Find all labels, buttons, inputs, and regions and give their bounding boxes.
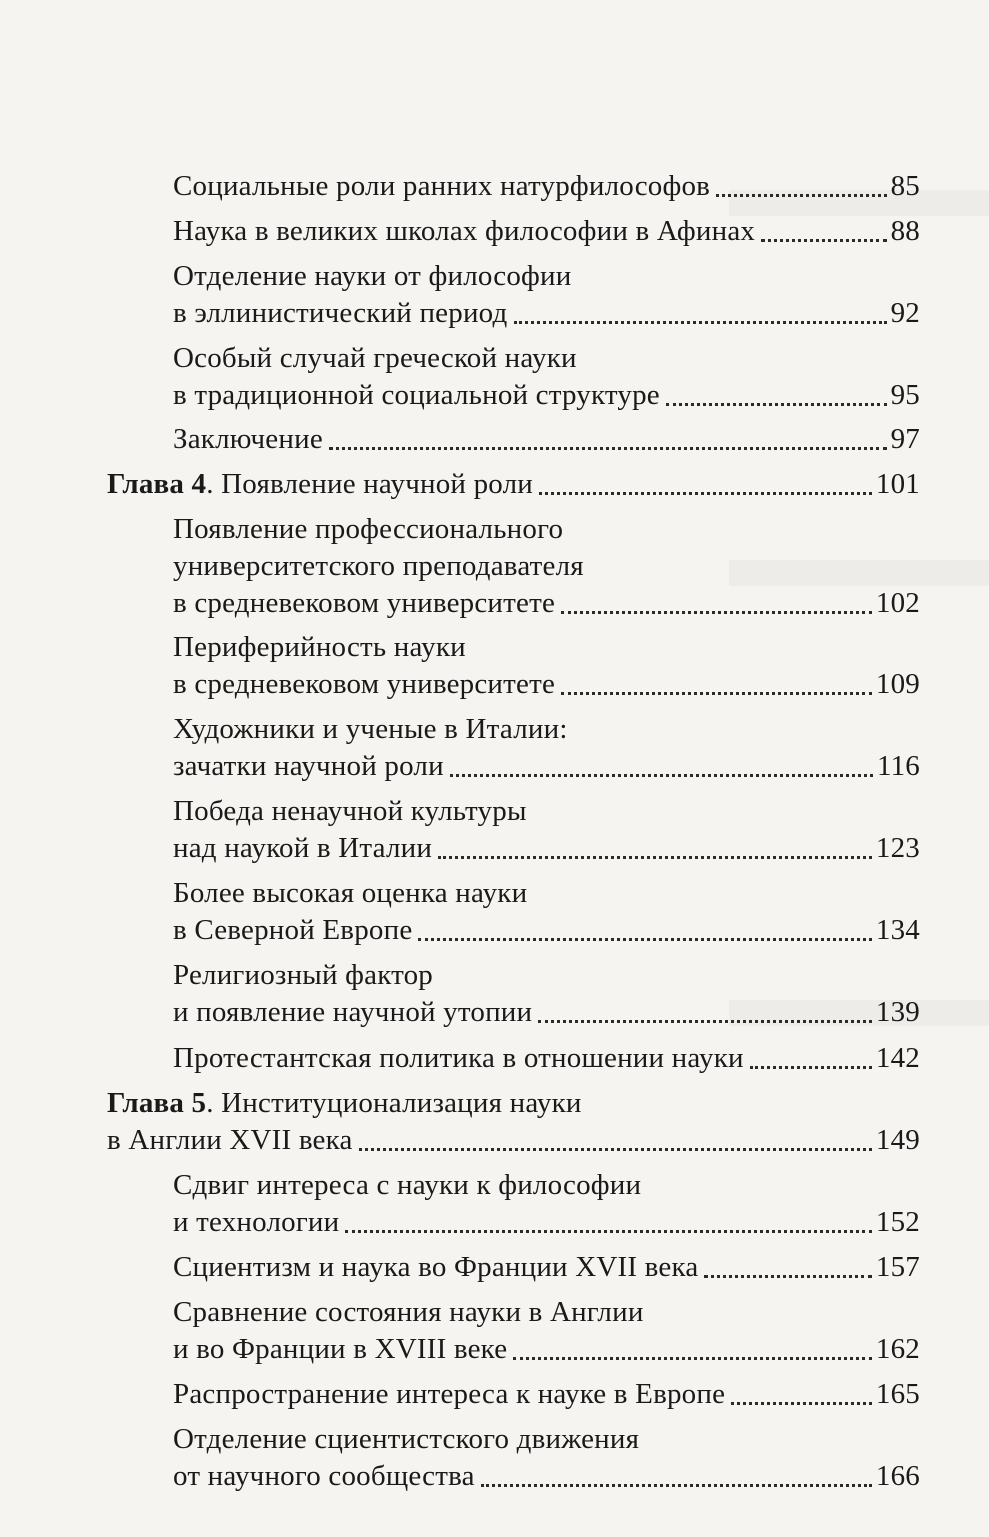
toc-entry-last-line [107, 1122, 920, 1159]
toc-entry-last-line [173, 1331, 920, 1368]
toc-entry-title [107, 466, 533, 503]
dot-leader [345, 1229, 872, 1233]
page-number: 157 [875, 1251, 920, 1283]
toc-section-entry [173, 1421, 920, 1495]
toc-entry-last-line [173, 994, 920, 1031]
toc-entry-title [173, 421, 323, 458]
toc-entry-last-line [173, 666, 920, 703]
toc-entry-last-line [173, 295, 920, 332]
dot-leader [666, 402, 887, 406]
toc-section-entry [173, 711, 920, 785]
toc-entry-text: в Англии XVII века [107, 1124, 353, 1156]
toc-entry-title [173, 1040, 744, 1077]
dot-leader [329, 446, 887, 450]
toc-entry-text: Социальные роли ранних натурфилософов [173, 170, 711, 202]
toc-entry-text: Заключение [173, 423, 323, 455]
toc-entry-text: зачатки научной роли [173, 750, 444, 782]
dot-leader [561, 691, 872, 695]
toc-entry-text: Протестантская политика в отношении науки [173, 1042, 744, 1074]
toc-entry-text: Отделение сциентистского движения [173, 1423, 640, 1455]
toc-section-entry [173, 340, 920, 414]
dot-leader [761, 238, 886, 242]
page-number: 101 [875, 468, 920, 500]
page-number: 139 [875, 996, 920, 1028]
toc-entry-last-line [173, 1376, 920, 1413]
toc-section-entry [173, 421, 920, 458]
toc-chapter-entry [107, 1085, 920, 1159]
toc-entry-text: Победа ненаучной культуры [173, 795, 527, 827]
toc-entry-last-line [173, 1458, 920, 1495]
toc-entry-title [173, 1249, 698, 1286]
toc-entry-text: Появление профессионального [173, 513, 564, 545]
toc-entry-title [173, 1376, 725, 1413]
dot-leader [514, 320, 887, 324]
toc-entry-text: Художники и ученые в Италии: [173, 713, 568, 745]
dot-leader [481, 1483, 872, 1487]
toc-entry-text: Отделение науки от философии [173, 260, 572, 292]
toc-section-entry [173, 1376, 920, 1413]
dot-leader [750, 1065, 872, 1069]
toc-entry-title [173, 585, 555, 622]
toc-entry-line [173, 1421, 920, 1458]
toc-entry-line [173, 957, 920, 994]
page-number: 116 [876, 750, 920, 782]
page-number: 142 [875, 1042, 920, 1074]
toc-entry-text: . Появление научной роли [206, 468, 534, 500]
dot-leader [513, 1356, 872, 1360]
toc-entry-text: Особый случай греческой науки [173, 342, 577, 374]
toc-entry-last-line [173, 748, 920, 785]
dot-leader [418, 937, 871, 941]
toc-entry-title [173, 295, 508, 332]
page-number: 166 [875, 1460, 920, 1492]
toc-entry-last-line [173, 421, 920, 458]
toc-entry-text: Религиозный фактор [173, 959, 434, 991]
toc-entry-last-line [173, 168, 920, 205]
toc-entry-last-line [173, 213, 920, 250]
page-number: 95 [890, 379, 920, 411]
toc-entry-line [173, 1294, 920, 1331]
toc-section-entry [173, 213, 920, 250]
toc-entry-text: Сциентизм и наука во Франции XVII века [173, 1251, 699, 1283]
toc-entry-text: в традиционной социальной структуре [173, 379, 660, 411]
dot-leader [704, 1274, 871, 1278]
toc-entry-title [173, 666, 555, 703]
toc-entry-last-line [107, 466, 920, 503]
toc-entry-text: и появление научной утопии [173, 996, 533, 1028]
toc-entry-text: Более высокая оценка науки [173, 877, 528, 909]
toc-entry-last-line [173, 830, 920, 867]
toc-entry-text: Сравнение состояния науки в Англии [173, 1296, 644, 1328]
toc-entry-line [173, 711, 920, 748]
toc-section-entry [173, 511, 920, 622]
toc-entry-title [173, 213, 755, 250]
toc-entry-text: в средневековом университете [173, 587, 556, 619]
toc-entry-text: Периферийность науки [173, 631, 466, 663]
toc-entry-text: в эллинистический период [173, 297, 508, 329]
toc-chapter-entry [107, 466, 920, 503]
toc-entry-line [173, 1167, 920, 1204]
toc-entry-line [173, 629, 920, 666]
page-number: 134 [875, 914, 920, 946]
page-number: 92 [890, 297, 920, 329]
toc-entry-last-line [173, 377, 920, 414]
toc-entry-title [173, 1204, 339, 1241]
toc-section-entry [173, 957, 920, 1031]
dot-leader [438, 855, 872, 859]
dot-leader [359, 1147, 872, 1151]
toc-section-entry [173, 875, 920, 949]
page-number: 97 [890, 423, 920, 455]
toc-entry-text: Сдвиг интереса с науки к философии [173, 1169, 642, 1201]
toc-entry-last-line [173, 585, 920, 622]
toc-entry-text: в средневековом университете [173, 668, 556, 700]
toc-section-entry [173, 793, 920, 867]
toc-section-entry [173, 1167, 920, 1241]
page-number: 152 [875, 1206, 920, 1238]
dot-leader [538, 1019, 872, 1023]
page-number: 109 [875, 668, 920, 700]
toc-entry-text: . Институционализация науки [206, 1087, 582, 1119]
toc-entry-last-line [173, 1249, 920, 1286]
chapter-label: Глава 5 [107, 1087, 207, 1119]
toc-entry-title [173, 1331, 507, 1368]
toc-section-entry [173, 629, 920, 703]
toc-entry-text: и технологии [173, 1206, 340, 1238]
page-number: 85 [890, 170, 920, 202]
toc-entry-text: и во Франции в XVIII веке [173, 1333, 508, 1365]
dot-leader [716, 193, 887, 197]
toc-entry-title [173, 377, 660, 414]
toc-entry-text: университетского преподавателя [173, 550, 584, 582]
dot-leader [731, 1401, 872, 1405]
dot-leader [539, 491, 872, 495]
toc-entry-line [173, 258, 920, 295]
toc-section-entry [173, 258, 920, 332]
toc-entry-title [173, 748, 444, 785]
toc-entry-title [173, 168, 710, 205]
page-number: 165 [875, 1378, 920, 1410]
toc-entry-title [173, 994, 532, 1031]
page-number: 102 [875, 587, 920, 619]
toc-entry-title [107, 1122, 353, 1159]
page-number: 88 [890, 215, 920, 247]
toc-entry-last-line [173, 912, 920, 949]
toc-entry-line [173, 548, 920, 585]
toc-entry-title [173, 1458, 475, 1495]
toc-entry-line [173, 340, 920, 377]
chapter-label: Глава 4 [107, 468, 207, 500]
page-number: 149 [875, 1124, 920, 1156]
toc-entry-text: в Северной Европе [173, 914, 413, 946]
page-number: 123 [875, 832, 920, 864]
toc-section-entry [173, 1294, 920, 1368]
toc-section-entry [173, 1040, 920, 1077]
page-number: 162 [875, 1333, 920, 1365]
toc-entry-text: над наукой в Италии [173, 832, 433, 864]
toc-section-entry [173, 1249, 920, 1286]
dot-leader [450, 773, 873, 777]
dot-leader [561, 610, 872, 614]
toc-entry-title [173, 912, 412, 949]
toc-entry-last-line [173, 1204, 920, 1241]
toc-entry-title [173, 830, 432, 867]
toc-entry-line [173, 875, 920, 912]
toc-section-entry [173, 168, 920, 205]
toc-entry-line [173, 511, 920, 548]
toc-entry-line [107, 1085, 920, 1122]
toc-entry-text: Распространение интереса к науке в Европе [173, 1378, 726, 1410]
toc-entry-text: от научного сообщества [173, 1460, 475, 1492]
toc-entry-last-line [173, 1040, 920, 1077]
toc-entry-text: Наука в великих школах философии в Афинах [173, 215, 756, 247]
toc-entry-line [173, 793, 920, 830]
